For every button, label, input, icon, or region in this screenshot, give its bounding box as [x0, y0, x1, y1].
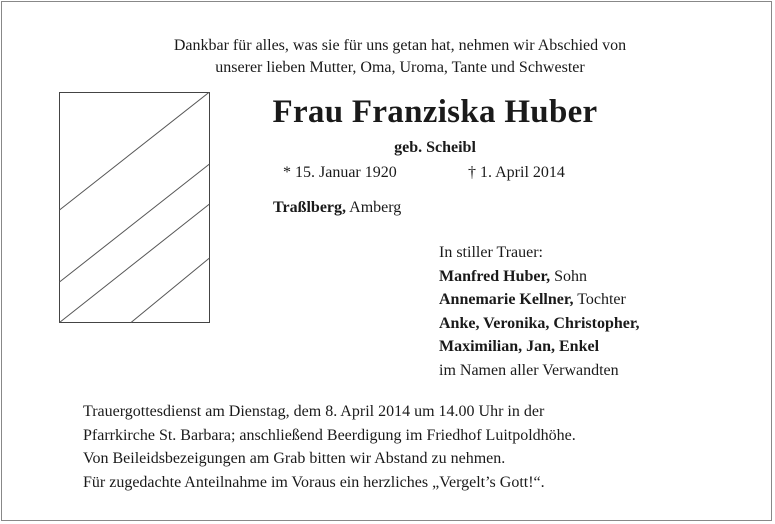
photo-placeholder [59, 92, 210, 323]
service-line: Für zugedachte Anteilnahme im Voraus ein herzliches „Vergelt’s Gott!“. [83, 473, 545, 491]
mourner-name: Maximilian, Jan, Enkel [439, 338, 600, 355]
mourners-block [439, 241, 759, 382]
service-line: Von Beileidsbezeigungen am Grab bitten wir Abstand zu nehmen. [83, 450, 506, 467]
service-info [83, 400, 743, 494]
intro-text [130, 35, 670, 79]
mourner-relation: Sohn [554, 267, 588, 285]
mourners-heading: In stiller Trauer: [439, 244, 543, 261]
service-line: Pfarrkirche St. Barbara; anschließend Beerdigung im Friedhof Luitpoldhöhe. [83, 426, 576, 444]
mourner-name: Manfred Huber, [439, 267, 551, 285]
mourner-line [439, 312, 759, 336]
residence-town: Amberg [349, 199, 402, 216]
birth-date: * 15. Januar 1920 [283, 164, 397, 181]
maiden-name: geb. Scheibl [394, 139, 476, 156]
intro-line-2: unserer lieben Mutter, Oma, Uroma, Tante und Schwester [215, 59, 585, 76]
residence [273, 197, 401, 219]
mourners-footer: im Namen aller Verwandten [439, 361, 619, 379]
mourner-line [439, 265, 759, 289]
intro-line-1: Dankbar für alles, was sie für uns getan hat, nehmen wir Abschied von [173, 37, 627, 54]
mourner-line [439, 288, 759, 312]
service-line: Trauergottesdienst am Dienstag, dem 8. April 2014 um 14.00 Uhr in der [83, 403, 545, 420]
deceased-name: Frau Franziska Huber [272, 94, 598, 130]
residence-village: Traßlberg, [273, 199, 347, 216]
mourner-line [439, 335, 759, 359]
mourner-relation: Tochter [577, 291, 626, 308]
mourner-name: Anke, Veronika, Christopher, [439, 314, 640, 332]
mourner-name: Annemarie Kellner, [439, 291, 574, 308]
death-date: † 1. April 2014 [468, 164, 565, 181]
